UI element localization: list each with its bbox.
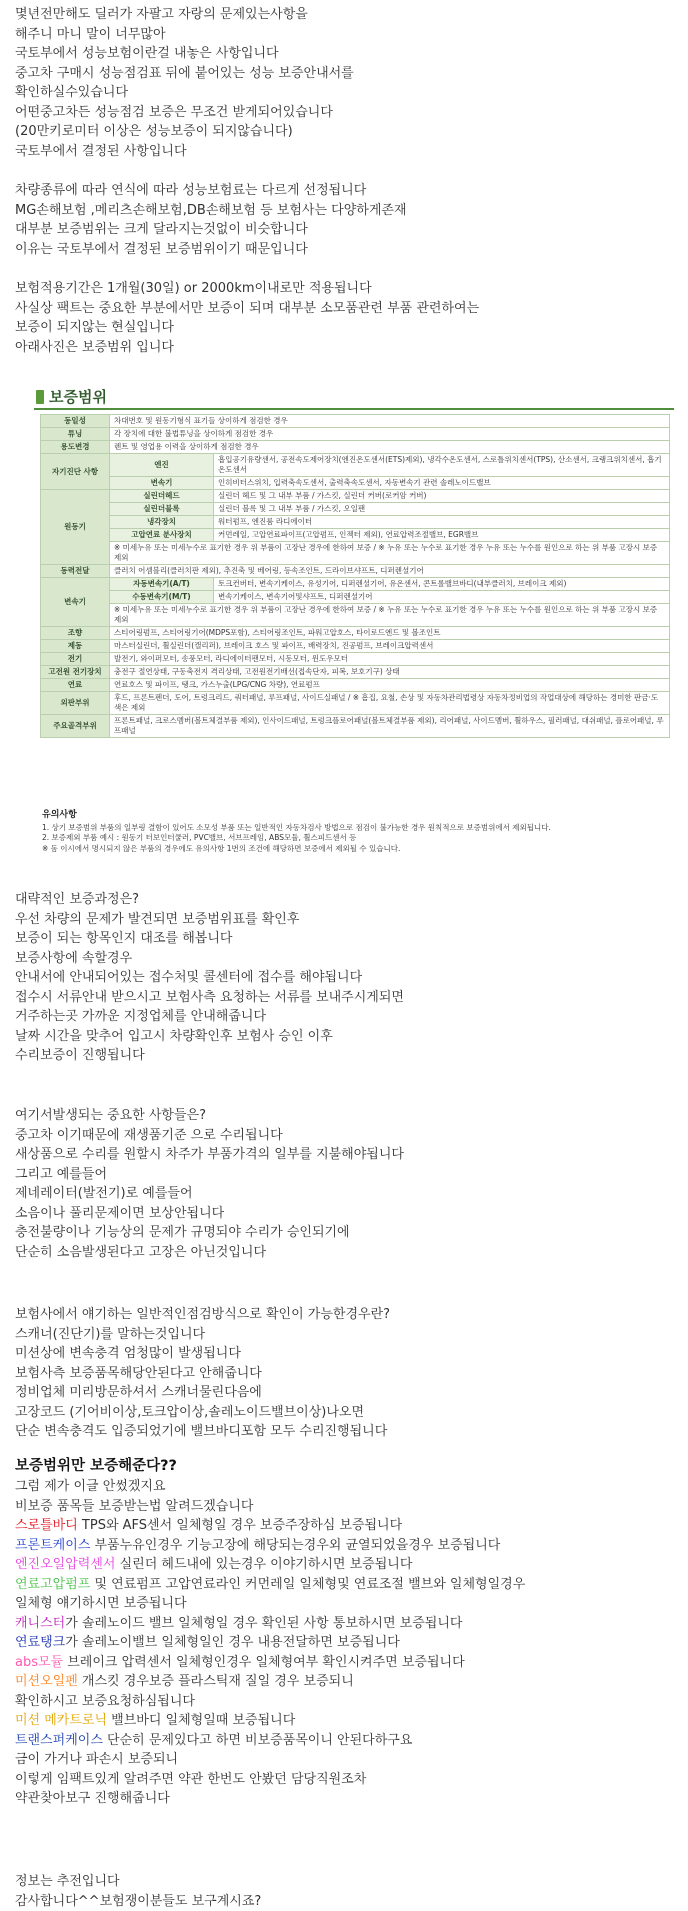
scope-line-text: 실린더 헤드내에 있는경우 이야기하시면 보증됩니다 — [115, 1557, 413, 1572]
scope-line-text: 단순히 문제있다고 하면 비보증품목이니 안된다하구요 — [102, 1732, 413, 1748]
warranty-row — [41, 692, 670, 715]
scope-line-text: 가 솔레노이드 밸브 일체형일 경우 확인된 사항 통보하시면 보증됩니다 — [65, 1615, 463, 1631]
warranty-description: ※ 미세누유 또는 미세누수로 표기한 경우 위 부품이 고장난 경우에 한하여 보증 / ※ 누유 또는 누수로 표기한 경우 누유 또는 누수를 원인으로 하는 위 부품 고장시 보증 제외 — [110, 604, 670, 627]
warranty-category: 원동기 — [41, 490, 110, 565]
scope-section — [15, 1455, 675, 1809]
scanner-section — [15, 1305, 675, 1442]
warranty-category: 조향 — [41, 627, 110, 640]
warranty-row — [41, 591, 670, 604]
warranty-description: 각 장치에 대한 불법튜닝을 상이하게 점검한 경우 — [110, 428, 670, 441]
warranty-category: 외판부위 — [41, 692, 110, 715]
highlighted-part-name: 트랜스퍼케이스 — [15, 1732, 103, 1748]
important-line: 중고차 이기때문에 재생품기준 으로 수리됩니다 — [15, 1127, 283, 1143]
warranty-scope-image — [34, 374, 674, 864]
warranty-category: 변속기 — [41, 578, 110, 627]
intro-section — [15, 5, 675, 161]
warranty-description: 워터펌프, 엔진룸 라디에이터 — [214, 516, 670, 529]
period-line: 보험적용기간은 1개월(30일) or 2000km이내로만 적용됩니다 — [15, 281, 372, 296]
warranty-description: 변속기케이스, 변속기어및샤프트, 디퍼렌셜기어 — [214, 591, 670, 604]
warranty-description: 프론트패널, 크로스멤버(볼트체결부품 제외), 인사이드패널, 트렁크플로어패널(볼트체결부품 제외), 리어패널, 사이드멤버, 휠하우스, 필러패널, 대쉬패널, 플로어패널, 루프패널 — [110, 715, 670, 738]
warranty-description: 발전기, 와이퍼모터, 송풍모터, 라디에이터팬모터, 시동모터, 윈도우모터 — [110, 653, 670, 666]
warranty-table — [40, 414, 670, 738]
scope-line — [15, 1516, 675, 1536]
scope-line-text: 일체형 얘기하시면 보증됩니다 — [15, 1596, 187, 1611]
insurers-line: 이유는 국토부에서 결정된 보증범위이기 때문입니다 — [15, 241, 308, 257]
warranty-description: 충전구 절연상태, 구동축전지 격리상태, 고전원전기배선(접속단자, 피복, 보호기구) 상태 — [110, 666, 670, 679]
title-divider — [34, 408, 674, 410]
warranty-scope-title — [36, 386, 107, 407]
warranty-note: 1. 상기 보증범위 부품의 일부링 결함이 있어도 소모성 부품 또는 일반적인 자동차검사 방법으로 점검이 불가능한 경우 원칙적으로 보증범위에서 제외됩니다. — [42, 822, 551, 832]
warranty-description: 클러치 어셈블리(클러치판 제외), 추진축 및 베어링, 등속조인트, 드라이브샤프트, 디퍼렌셜기어 — [110, 565, 670, 578]
scope-line-text: 확인하시고 보증요청하심됩니다 — [15, 1693, 195, 1709]
warranty-description: ※ 미세누유 또는 미세누수로 표기한 경우 위 부품이 고장난 경우에 한하여 보증 / ※ 누유 또는 누수로 표기한 경우 누유 또는 누수를 원인으로 하는 위 부품 고장시 보증 제외 — [110, 542, 670, 565]
scope-line — [15, 1497, 675, 1517]
warranty-subcategory: 자동변속기(A/T) — [110, 578, 214, 591]
highlighted-part-name: 연료탱크 — [15, 1635, 66, 1650]
warranty-category: 주요골격부위 — [41, 715, 110, 738]
scope-line-text: 밸브바디 일체형일때 보증됩니다 — [107, 1713, 296, 1728]
process-line: 수리보증이 진행됩니다 — [15, 1048, 145, 1063]
warranty-row — [41, 666, 670, 679]
important-line: 새상품으로 수리를 원할시 차주가 부품가격의 일부를 지불해야됩니다 — [15, 1147, 404, 1162]
warranty-description: 스티어링펌프, 스티어링기어(MDPS포함), 스티어링조인트, 파워고압호스, 타이로드엔드 및 볼조인트 — [110, 627, 670, 640]
scope-line — [15, 1770, 675, 1790]
warranty-description: 실린더 헤드 및 그 내부 부품 / 가스킷, 실린더 커버(로커암 커버) — [214, 490, 670, 503]
warranty-row — [41, 604, 670, 627]
warranty-note: 2. 보증제외 부품 예시 : 원동기 터보인터쿨러, PVC밸브, 서브프레임, ABS모듈, 휠스피드센서 등 — [42, 833, 357, 842]
warranty-description: 흡입공기유량센서, 공전속도제어장치(엔진온도센서(ETS)제외), 냉각수온도센서, 스로틀위치센서(TPS), 산소센서, 크랭크위치센서, 흡기온도센서 — [214, 454, 670, 477]
warranty-row — [41, 627, 670, 640]
warranty-description: 마스터실린더, 휠실린더(캘리퍼), 브레이크 호스 및 파이프, 배력장치, 진공펌프, 브레이크압력센서 — [110, 640, 670, 653]
warranty-row — [41, 653, 670, 666]
highlighted-part-name: 미션 메카트로닉 — [15, 1713, 108, 1728]
warranty-category: 고전원 전기장치 — [41, 666, 110, 679]
scope-line-text: 및 연료펌프 고압연료라인 커먼레일 일체형및 연료조절 밸브와 일체형일경우 — [90, 1576, 526, 1592]
scope-line — [15, 1653, 675, 1673]
scope-line — [15, 1750, 675, 1770]
scope-line-text: 가 솔레노이밸브 일체형일인 경우 내용전달하면 보증됩니다 — [65, 1635, 400, 1650]
warranty-category: 자기진단 사항 — [41, 454, 110, 490]
highlighted-part-name: 프론트케이스 — [15, 1537, 91, 1553]
scope-line-text: 부품누유인경우 기능고장에 해당되는경우외 균열되었을경우 보증됩니다 — [90, 1537, 501, 1553]
scope-line — [15, 1477, 675, 1497]
warranty-notes — [42, 810, 662, 854]
insurers-line: 차량종류에 따라 연식에 따라 성능보험료는 다르게 선정됩니다 — [15, 183, 367, 198]
scope-line — [15, 1614, 675, 1634]
warranty-description: 차대번호 및 원동기형식 표기들 상이하게 점검한 경우 — [110, 415, 670, 428]
highlighted-part-name: 엔진오일압력센서 — [15, 1557, 116, 1572]
warranty-category: 동일성 — [41, 415, 110, 428]
warranty-row — [41, 441, 670, 454]
warranty-subcategory: 실린더블록 — [110, 503, 214, 516]
warranty-description: 인히비터스위치, 입력축속도센서, 출력축속도센서, 자동변속기 관련 솔레노이드밸브 — [214, 477, 670, 490]
important-line: 여기서발생되는 중요한 사항들은? — [15, 1108, 206, 1123]
warranty-note: ※ 돔 이시에서 명시되지 않은 부품의 경우에도 유의사항 1번의 조건에 해당하면 보증에서 제외될 수 있습니다. — [42, 843, 401, 853]
scope-line — [15, 1536, 675, 1556]
process-line: 보증이 되는 항목인지 대조를 해봅니다 — [15, 931, 233, 946]
warranty-category: 튜닝 — [41, 428, 110, 441]
scanner-line: 보험사측 보증품목해당안된다고 안해줍니다 — [15, 1365, 262, 1381]
scope-line — [15, 1555, 675, 1575]
warranty-row — [41, 454, 670, 477]
scope-heading: 보증범위만 보증해준다?? — [15, 1458, 177, 1474]
scanner-line: 고장코드 (기어비이상,토크압이상,솔레노이드밸브이상)나오면 — [15, 1404, 365, 1420]
highlighted-part-name: 캐니스터 — [15, 1615, 66, 1631]
warranty-description: 커먼레일, 고압연료파이프(고압펌프, 인젝터 제외), 연료압력조절밸브, EGR밸브 — [214, 529, 670, 542]
scope-line — [15, 1789, 675, 1809]
intro-line: 국토부에서 성능보험이란걸 내놓은 사항입니다 — [15, 46, 279, 61]
scope-line — [15, 1672, 675, 1692]
scope-line — [15, 1633, 675, 1653]
intro-line: (20만키로미터 이상은 성능보증이 되지않습니다) — [15, 124, 293, 139]
scope-line — [15, 1711, 675, 1731]
warranty-subcategory: 실린더헤드 — [110, 490, 214, 503]
period-line: 보증이 되지않는 현실입니다 — [15, 320, 174, 335]
intro-line: 국토부에서 결정된 사항입니다 — [15, 143, 187, 159]
scope-line-text: 그럼 제가 이글 안썼겠지요 — [15, 1479, 166, 1494]
scope-line-text: 이렇게 임팩트있게 알려주면 약관 한번도 안봤던 담당직원조차 — [15, 1771, 367, 1787]
warranty-description: 연료호스 및 파이프, 탱크, 가스누출(LPG/CNG 차량), 연료펌프 — [110, 679, 670, 692]
warranty-row — [41, 428, 670, 441]
warranty-subcategory: 엔진 — [110, 454, 214, 477]
process-line: 거주하는곳 가까운 지정업체를 안내해줍니다 — [15, 1009, 266, 1024]
warranty-category: 용도변경 — [41, 441, 110, 454]
warranty-description: 실린더 블록 및 그 내부 부품 / 가스킷, 오일팬 — [214, 503, 670, 516]
important-line: 소음이나 풀리문제이면 보상안됩니다 — [15, 1205, 225, 1221]
warranty-row — [41, 516, 670, 529]
process-line: 우선 차량의 문제가 발견되면 보증범위표를 확인후 — [15, 911, 300, 927]
warranty-row — [41, 715, 670, 738]
green-bullet-icon — [36, 390, 44, 404]
warranty-category: 전기 — [41, 653, 110, 666]
scope-line-text: 브레이크 압력센서 일체형인경우 일체형여부 확인시켜주면 보증됩니다 — [63, 1654, 465, 1670]
important-line: 제네레이터(발전기)로 예를들어 — [15, 1186, 193, 1201]
scanner-line: 스캐너(진단기)를 말하는것입니다 — [15, 1326, 206, 1342]
insurers-line: 대부분 보증범위는 크게 달라지는것없이 비슷합니다 — [15, 222, 308, 237]
process-line: 안내서에 안내되어있는 접수처및 콜센터에 접수를 해야됩니다 — [15, 970, 363, 985]
notes-title: 유의사항 — [42, 810, 77, 820]
insurers-section — [15, 181, 675, 259]
warranty-description: 후드, 프론트펜더, 도어, 트렁크리드, 쿼터패널, 루프패널, 사이드실패널 / ※ 흠집, 요철, 손상 및 자동차관리법령상 자동차정비업의 작업대상에 해당하는 경미한 판금·도색은 제외 — [110, 692, 670, 715]
warranty-row — [41, 477, 670, 490]
highlighted-part-name: 스로틀바디 — [15, 1518, 78, 1533]
important-line: 그리고 예를들어 — [15, 1166, 108, 1182]
warranty-category: 동력전달 — [41, 565, 110, 578]
warranty-row — [41, 490, 670, 503]
scope-line — [15, 1692, 675, 1712]
highlighted-part-name: abs모듈 — [15, 1654, 64, 1670]
warranty-category: 연료 — [41, 679, 110, 692]
scope-line — [15, 1594, 675, 1614]
highlighted-part-name: 연료고압펌프 — [15, 1576, 91, 1592]
important-section — [15, 1106, 675, 1262]
highlighted-part-name: 미션오일펜 — [15, 1674, 78, 1689]
warranty-row — [41, 529, 670, 542]
warranty-description: 토크컨버터, 변속기케이스, 유성기어, 디퍼렌셜기어, 유온센서, 콘트롤밸브바디(내부클러치, 브레이크 제외) — [214, 578, 670, 591]
intro-line: 해주니 마니 말이 너무많아 — [15, 26, 166, 42]
warranty-subcategory: 수동변속기(M/T) — [110, 591, 214, 604]
process-line: 접수시 서류안내 받으시고 보험사측 요청하는 서류를 보내주시게되면 — [15, 989, 404, 1005]
scanner-line: 보험사에서 얘기하는 일반적인점검방식으로 확인이 가능한경우란? — [15, 1307, 391, 1322]
footer-line: 감사합니다^^보험쟁이분들도 보구계시죠? — [15, 1893, 262, 1909]
important-line: 충전불량이나 기능상의 문제가 규명되야 수리가 승인되기에 — [15, 1225, 350, 1240]
warranty-row — [41, 640, 670, 653]
intro-line: 확인하실수있습니다 — [15, 85, 129, 100]
footer-line: 정보는 추전입니다 — [15, 1874, 120, 1889]
warranty-row — [41, 503, 670, 516]
important-line: 단순히 소음발생된다고 고장은 아닌것입니다 — [15, 1244, 266, 1260]
warranty-subcategory: 변속기 — [110, 477, 214, 490]
period-line: 아래사진은 보증범위 입니다 — [15, 339, 174, 355]
intro-line: 몇년전만해도 딜러가 자팔고 자랑의 문제있는사항을 — [15, 7, 308, 22]
process-line: 대략적인 보증과정은? — [15, 892, 140, 907]
warranty-row — [41, 542, 670, 565]
period-line: 사실상 팩트는 중요한 부분에서만 보증이 되며 대부분 소모품관련 부품 관련하여는 — [15, 300, 480, 316]
scanner-line: 미션상에 변속충격 엄청많이 발생됩니다 — [15, 1346, 241, 1361]
warranty-title-text: 보증범위 — [49, 388, 107, 406]
warranty-row — [41, 415, 670, 428]
process-section — [15, 890, 675, 1066]
scope-line-text: 비보증 품목들 보증받는법 알려드겠습니다 — [15, 1498, 254, 1514]
insurers-line: MG손해보험 ,메리츠손해보험,DB손해보험 등 보험사는 다양하게존재 — [15, 202, 407, 218]
scope-line-text: TPS와 AFS센서 일체형일 경우 보증주장하심 보증됩니다 — [77, 1518, 403, 1533]
scope-line-text: 개스킷 경우보증 플라스틱재 질일 경우 보증되니 — [77, 1674, 354, 1689]
scanner-line: 단순 변속충격도 입증되었기에 밸브바디포함 모두 수리진행됩니다 — [15, 1424, 388, 1439]
scope-line — [15, 1731, 675, 1751]
warranty-row — [41, 578, 670, 591]
warranty-description: 렌트 및 영업용 이력을 상이하게 점검한 경우 — [110, 441, 670, 454]
process-line: 보증사항에 속할경우 — [15, 950, 133, 966]
footer-section — [15, 1872, 675, 1911]
warranty-subcategory: 고압연료 분사장치 — [110, 529, 214, 542]
scanner-line: 정비업체 미리방문하셔서 스캐너물린다음에 — [15, 1385, 262, 1400]
process-line: 날짜 시간을 맞추어 입고시 차량확인후 보험사 승인 이후 — [15, 1028, 333, 1044]
warranty-category: 제동 — [41, 640, 110, 653]
warranty-row — [41, 565, 670, 578]
scope-line-text: 금이 가거나 파손시 보증되니 — [15, 1752, 179, 1767]
period-section — [15, 279, 675, 357]
scope-line — [15, 1575, 675, 1595]
warranty-row — [41, 679, 670, 692]
intro-line: 중고차 구매시 성능점검표 뒤에 붙어있는 성능 보증안내서를 — [15, 65, 354, 81]
scope-line-text: 약관찾아보구 진행해줍니다 — [15, 1791, 170, 1806]
warranty-subcategory: 냉각장치 — [110, 516, 214, 529]
intro-line: 어떤중고차든 성능점검 보증은 무조건 받게되어있습니다 — [15, 104, 333, 120]
